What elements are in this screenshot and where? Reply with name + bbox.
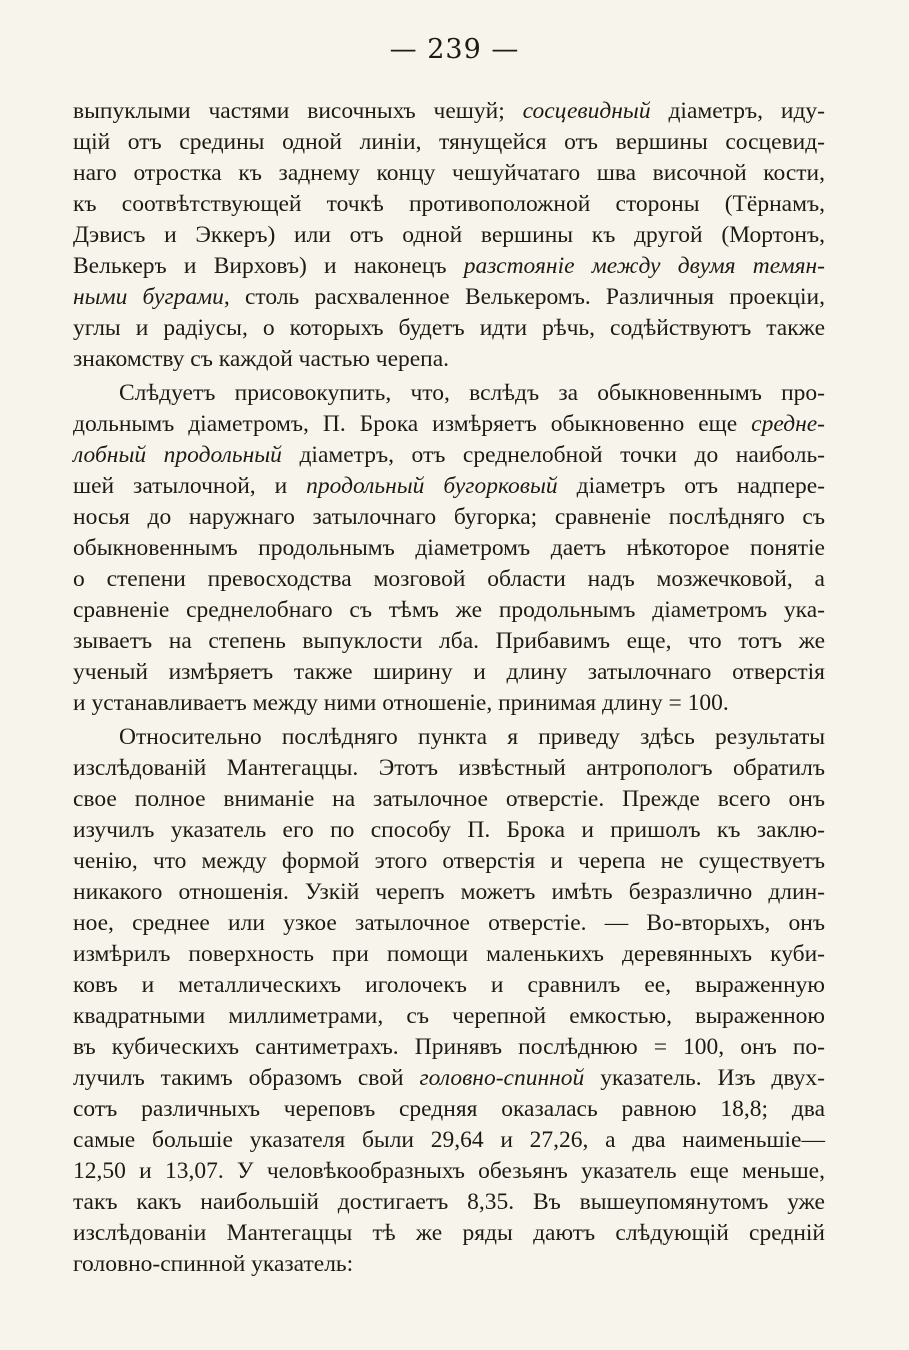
- paragraph: [73, 378, 825, 719]
- text-run: ковъ и металлическихъ иголочекъ и сравнилъ ее, выраженную: [73, 972, 825, 998]
- text-line: [73, 1249, 825, 1280]
- text-run: къ соотвѣтствующей точкѣ противоположной стороны (Тёрнамъ,: [73, 191, 825, 217]
- text-run: шей затылочной, и: [73, 473, 307, 499]
- italic-term: ными буграми: [73, 284, 224, 310]
- italic-term: головно-спинной: [419, 1065, 585, 1091]
- text-line: [73, 939, 825, 970]
- body-text: [73, 96, 825, 1280]
- text-run: головно-спинной указатель:: [73, 1251, 354, 1277]
- text-line: [73, 158, 825, 189]
- text-run: діаметръ, иду-: [650, 98, 825, 124]
- text-line: [73, 1218, 825, 1249]
- text-line: [73, 1156, 825, 1187]
- page-number: — 239 —: [389, 34, 520, 65]
- text-run: Относительно послѣдняго пункта я приведу здѣсь результаты: [119, 724, 825, 750]
- italic-term: средне-: [751, 411, 825, 437]
- text-line: [73, 1094, 825, 1125]
- text-run: лучилъ такимъ образомъ свой: [73, 1065, 420, 1091]
- text-line: [73, 564, 825, 595]
- text-run: обыкновеннымъ продольнымъ діаметромъ даетъ нѣкоторое понятіе: [73, 535, 825, 561]
- text-run: щій отъ средины одной линіи, тянущейся отъ вершины сосцевид-: [73, 129, 825, 155]
- italic-term: продольный бугорковый: [306, 473, 558, 499]
- text-run: никакого отношенія. Узкій черепъ можетъ имѣть безразлично длин-: [73, 879, 825, 905]
- text-run: наго отростка къ заднему концу чешуйчатаго шва височной кости,: [73, 160, 825, 186]
- text-line: [73, 344, 825, 375]
- text-line: [73, 626, 825, 657]
- text-line: [73, 815, 825, 846]
- text-line: [73, 877, 825, 908]
- italic-term: сосцевидный: [522, 98, 651, 124]
- text-line: [73, 1125, 825, 1156]
- text-line: [73, 471, 825, 502]
- text-run: 12,50 и 13,07. У человѣкообразныхъ обезьянъ указатель еще меньше,: [73, 1158, 825, 1184]
- text-run: Велькеръ и Вирховъ) и наконецъ: [73, 253, 464, 279]
- text-run: сравненіе среднелобнаго съ тѣмъ же продольнымъ діаметромъ ука-: [73, 597, 825, 623]
- text-run: сотъ различныхъ череповъ средняя оказалась равною 18,8; два: [73, 1096, 825, 1122]
- paragraph: [73, 96, 825, 375]
- text-run: ное, среднее или узкое затылочное отверстіе. — Во-вторыхъ, онъ: [73, 910, 825, 936]
- text-line: [73, 502, 825, 533]
- text-run: знакомству съ каждой частью черепа.: [73, 346, 450, 372]
- paragraph: [73, 722, 825, 1280]
- text-line: [73, 1001, 825, 1032]
- text-run: выпуклыми частями височныхъ чешуй;: [73, 98, 523, 124]
- text-run: такъ какъ наибольшій достигаетъ 8,35. Въ вышеупомянутомъ уже: [73, 1189, 825, 1215]
- text-line: [73, 970, 825, 1001]
- text-line: [73, 282, 825, 313]
- text-run: Дэвисъ и Эккеръ) или отъ одной вершины къ другой (Мортонъ,: [73, 222, 825, 248]
- text-line: [73, 127, 825, 158]
- text-run: въ кубическихъ сантиметрахъ. Принявъ послѣднюю = 100, онъ по-: [73, 1034, 825, 1060]
- text-line: [73, 784, 825, 815]
- text-run: указатель. Изъ двух-: [584, 1065, 825, 1091]
- text-line: [73, 409, 825, 440]
- text-run: діаметръ отъ надпере-: [557, 473, 826, 499]
- italic-term: лобный продольный: [73, 442, 282, 468]
- text-line: [73, 1032, 825, 1063]
- text-run: самые большіе указателя были 29,64 и 27,26, а два наименьшіе—: [73, 1127, 825, 1153]
- text-run: изучилъ указатель его по способу П. Брока и пришолъ къ заклю-: [73, 817, 825, 843]
- text-run: дольнымъ діаметромъ, П. Брока измѣряетъ обыкновенно еще: [73, 411, 752, 437]
- text-line: [73, 96, 825, 127]
- text-line: [73, 440, 825, 471]
- text-run: ученый измѣряетъ также ширину и длину затылочнаго отверстія: [73, 659, 825, 685]
- text-run: ченію, что между формой этого отверстія и черепа не существуетъ: [73, 848, 825, 874]
- text-run: изслѣдованіи Мантегаццы тѣ же ряды даютъ слѣдующій средній: [73, 1220, 825, 1246]
- text-line: [73, 313, 825, 344]
- text-line: [73, 595, 825, 626]
- text-line: [73, 1063, 825, 1094]
- text-line: [73, 722, 825, 753]
- text-line: [73, 378, 825, 409]
- text-line: [73, 908, 825, 939]
- text-line: [73, 657, 825, 688]
- text-run: свое полное вниманіе на затылочное отверстіе. Прежде всего онъ: [73, 786, 825, 812]
- text-run: квадратными миллиметрами, съ черепной емкостью, выраженною: [73, 1003, 825, 1029]
- text-run: зываетъ на степень выпуклости лба. Прибавимъ еще, что тотъ же: [73, 628, 825, 654]
- text-line: [73, 251, 825, 282]
- text-line: [73, 753, 825, 784]
- text-run: діаметръ, отъ среднелобной точки до наиболь-: [281, 442, 826, 468]
- text-run: Слѣдуетъ присовокупить, что, вслѣдъ за обыкновеннымъ про-: [119, 380, 825, 406]
- text-line: [73, 846, 825, 877]
- text-run: измѣрилъ поверхность при помощи маленькихъ деревянныхъ куби-: [73, 941, 825, 967]
- text-run: углы и радіусы, о которыхъ будетъ идти рѣчь, содѣйствуютъ также: [73, 315, 825, 341]
- text-run: , столь расхваленное Велькеромъ. Различныя проекціи,: [223, 284, 825, 310]
- text-run: о степени превосходства мозговой области надъ мозжечковой, а: [73, 566, 825, 592]
- text-run: и устанавливаетъ между ними отношеніе, принимая длину = 100.: [73, 690, 729, 716]
- text-line: [73, 220, 825, 251]
- text-run: носья до наружнаго затылочнаго бугорка; сравненіе послѣдняго съ: [73, 504, 825, 530]
- text-line: [73, 533, 825, 564]
- italic-term: разстояніе между двумя темян-: [463, 253, 825, 279]
- text-line: [73, 189, 825, 220]
- text-line: [73, 1187, 825, 1218]
- text-line: [73, 688, 825, 719]
- text-run: изслѣдованій Мантегаццы. Этотъ извѣстный антропологъ обратилъ: [73, 755, 825, 781]
